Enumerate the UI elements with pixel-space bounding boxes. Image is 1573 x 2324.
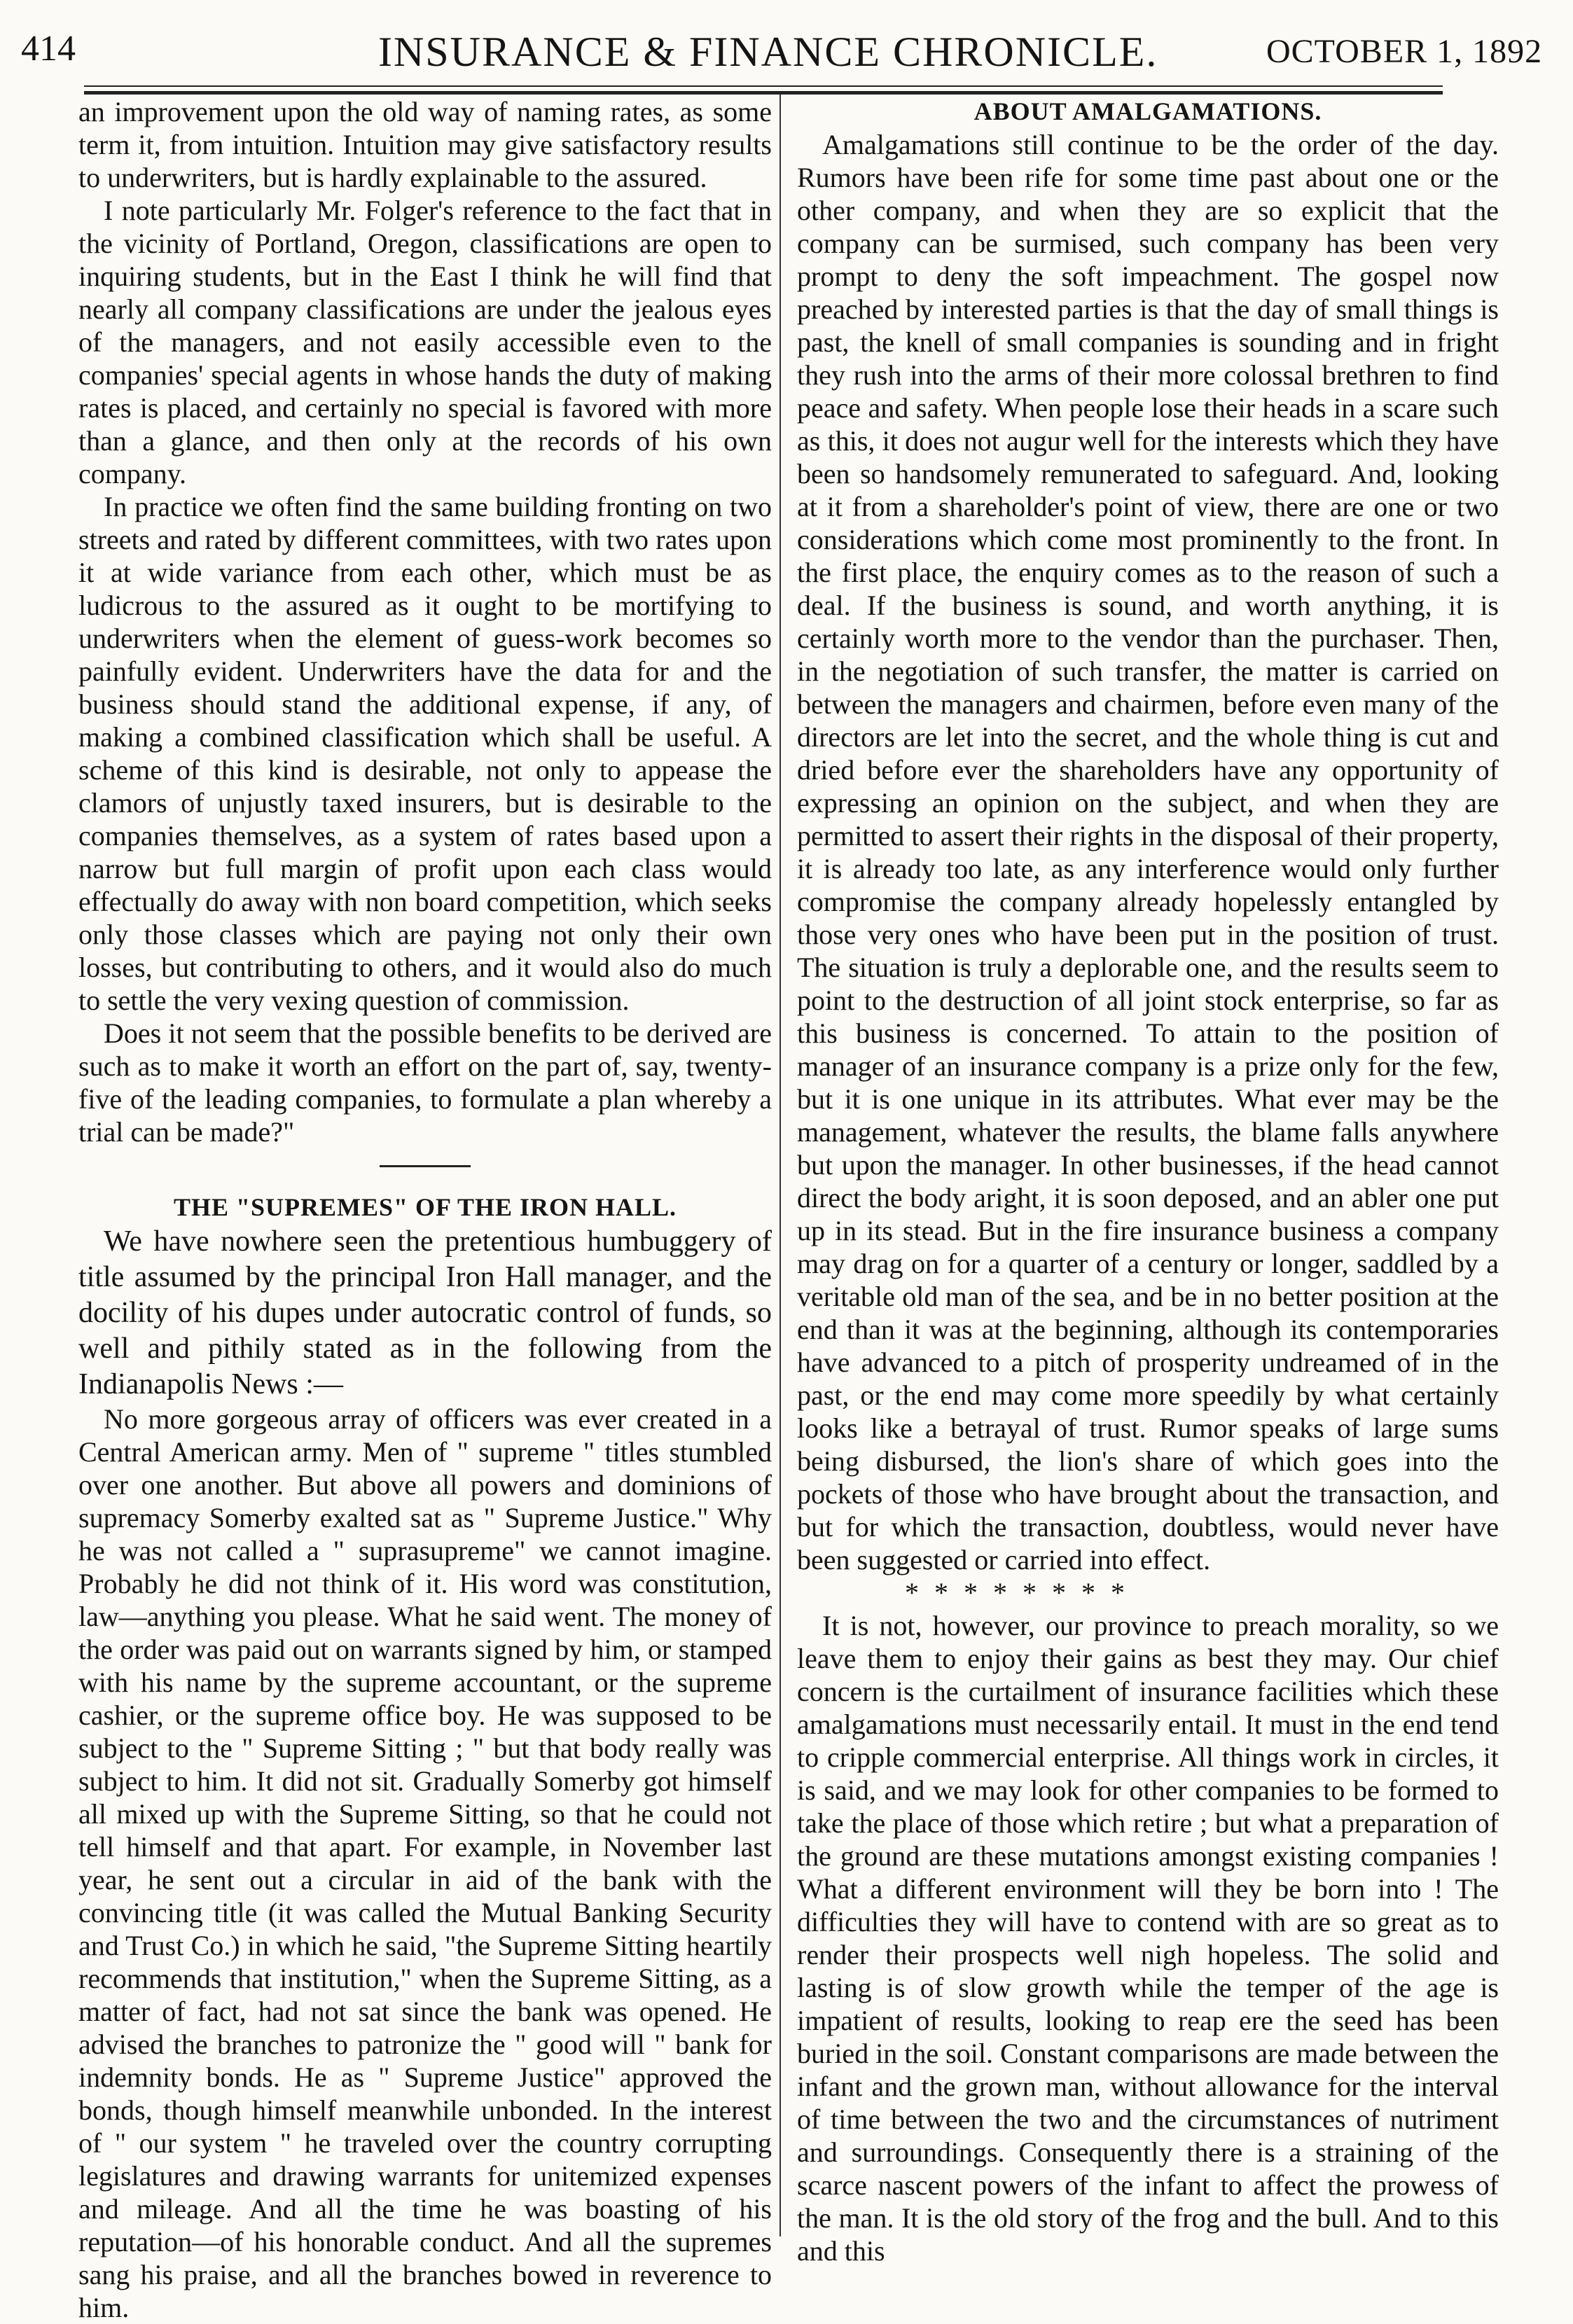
section-title-amalgamations: ABOUT AMALGAMATIONS. [973,97,1322,125]
article-paragraph: In practice we often find the same building fronting on two streets and rated by different committees, with two rates upon it at wide variance from each other, which must be as ludicrous to the assured as it ought to be mortifying to underwriters when the element of guess-work becomes so painfully evident. Underwriters have the data for and the business should stand the additional expense, if any, of making a combined classification which shall be useful. A scheme of this kind is desirable, not only to appease the clamors of unjustly taxed insurers, but is desirable to the companies themselves, as a system of rates based upon a narrow but full margin of profit upon each class would effectually do away with non board competition, which seeks only those classes which are paying not only their own losses, but contributing to others, and it would also do much to settle the very vexing question of commission. [78,491,772,1016]
column-divider [779,94,781,2236]
header-rule-thick [84,91,1443,95]
journal-title: INSURANCE & FINANCE CHRONICLE. [378,29,1158,75]
right-column [797,95,1499,2267]
page-header [0,28,1573,84]
article-paragraph: It is not, however, our province to preach morality, so we leave them to enjoy their gains as best they may. Our chief concern is the curtailment of insurance facilities which these amalgamations must necessarily entail. It must in the end tend to cripple commercial enterprise. All things work in circles, it is said, and we may look for other companies to be formed to take the place of those which retire ; but what a preparation of the ground are these mutations amongst existing companies ! What a different environment will they be born into ! The difficulties they will have to contend with are so great as to render their prospects well nigh hopeless. The solid and lasting is of slow growth while the temper of the age is impatient of results, looking to reap ere the seed has been buried in the soil. Constant comparisons are made between the infant and the grown man, without allowance for the interval of time between the two and the circumstances of nutriment and surroundings. Consequently there is a straining of the scarce nascent powers of the infant to affect the prowess of the man. It is the old story of the frog and the bull. And to this and this [797,1610,1499,2267]
lead-paragraph: We have nowhere seen the pretentious humbuggery of title assumed by the principal Iron Hall manager, and the docility of his dupes under autocratic control of funds, so well and pithily stated as in the following from the Indianapolis News :— [78,1225,772,1400]
section-lead [78,1224,772,1403]
issue-date: OCTOBER 1, 1892 [1266,33,1543,70]
quoted-paragraph: No more gorgeous array of officers was ever created in a Central American army. Men of " supreme " titles stumbled over one another. But above all powers and dominions of supremacy Somerby exalted sat as " Supreme Justice." Why he was not called a " suprasupreme" we cannot imagine. Probably he did not think of it. His word was constitution, law—anything you please. What he said went. The money of the order was paid out on warrants signed by him, or stamped with his name by the supreme accountant, or the supreme cashier, or the supreme office boy. He was supposed to be subject to the " Supreme Sitting ; " but that body really was subject to him. It did not sit. Gradually Somerby got himself all mixed up with the Supreme Sitting, so that he could not tell himself and that apart. For example, in November last year, he sent out a circular in aid of the bank with the convincing title (it was called the Mutual Banking Security and Trust Co.) in which he said, "the Supreme Sitting heartily recommends that institution," when the Supreme Sitting, as a matter of fact, had not sat since the bank was opened. He advised the branches to patronize the " good will " bank for indemnity bonds. He as " Supreme Justice" approved the bonds, though himself meanwhile unbonded. In the interest of " our system " he traveled over the country corrupting legislatures and drawing warrants for unitemized expenses and mileage. And all the time he was boasting of his reputation—of his honorable conduct. And all the supremes sang his praise, and all the branches bowed in reverence to him. [78,1403,772,2323]
page-number: 414 [21,29,76,69]
article-paragraph: Does it not seem that the possible benefits to be derived are such as to make it worth an effort on the part of, say, twenty-five of the leading companies, to formulate a plan whereby a trial can be made?" [78,1017,772,1148]
header-rule-thin [84,85,1443,87]
article-paragraph: Amalgamations still continue to be the order of the day. Rumors have been rife for some time past about one or the other company, and when they are so explicit that the company can be surmised, such company has been very prompt to deny the soft impeachment. The gospel now preached by interested parties is that the day of small things is past, the knell of small companies is sounding and in fright they rush into the arms of their more colossal brethren to find peace and safety. When people lose their heads in a scare such as this, it does not augur well for the interests which they have been so handsomely remunerated to safeguard. And, looking at it from a shareholder's point of view, there are one or two considerations which come most prominently to the front. In the first place, the enquiry comes as to the reason of such a deal. If the business is sound, and worth anything, it is certainly worth more to the vendor than the purchaser. Then, in the negotiation of such transfer, the matter is carried on between the managers and chairmen, before even many of the directors are let into the secret, and the whole thing is cut and dried before ever the shareholders have any opportunity of expressing an opinion on the subject, and when they are permitted to assert their rights in the disposal of their property, it is already too late, as any interference would only further compromise the company already hopelessly entangled by those very ones who have been put in the position of trust. The situation is truly a deplorable one, and the results seem to point to the destruction of all joint stock enterprise, so far as this business is concerned. To attain to the position of manager of an insurance company is a prize only for the few, but it is one unique in its attributes. What ever may be the management, whatever the results, the blame falls anywhere but upon the manager. In other businesses, if the head cannot direct the body aright, it is soon deposed, and an abler one put up in its stead. But in the fire insurance business a company may drag on for a quarter of a century or longer, saddled by a veritable old man of the sea, and be in no better position at the end than it was at the beginning, although its contemporaries have advanced to a pitch of prosperity undreamed of in the past, or the end may come more speedily by what certainly looks like a betrayal of trust. Rumor speaks of large sums being disbursed, the lion's share of which goes into the pockets of those who have brought about the transaction, and but for which the transaction, doubtless, would never have been suggested or carried into effect. [797,129,1499,1575]
article-paragraph: an improvement upon the old way of naming rates, as some term it, from intuition. Intuition may give satisfactory results to underwriters, but is hardly explainable to the assured. [78,96,772,193]
left-column [78,95,772,2324]
article-paragraph: I note particularly Mr. Folger's reference to the fact that in the vicinity of Portland, Oregon, classifications are open to inquiring students, but in the East I think he will find that nearly all company classifications are under the jealous eyes of the managers, and not easily accessible even to the companies' special agents in whose hands the duty of making rates is placed, and certainly no special is favored with more than a glance, and then only at the records of his own company. [78,195,772,489]
section-separator [380,1165,471,1167]
section-title-iron-hall: THE "SUPREMES" OF THE IRON HALL. [173,1193,677,1221]
section-break-stars: * * * * * * * * [905,1577,1129,1608]
